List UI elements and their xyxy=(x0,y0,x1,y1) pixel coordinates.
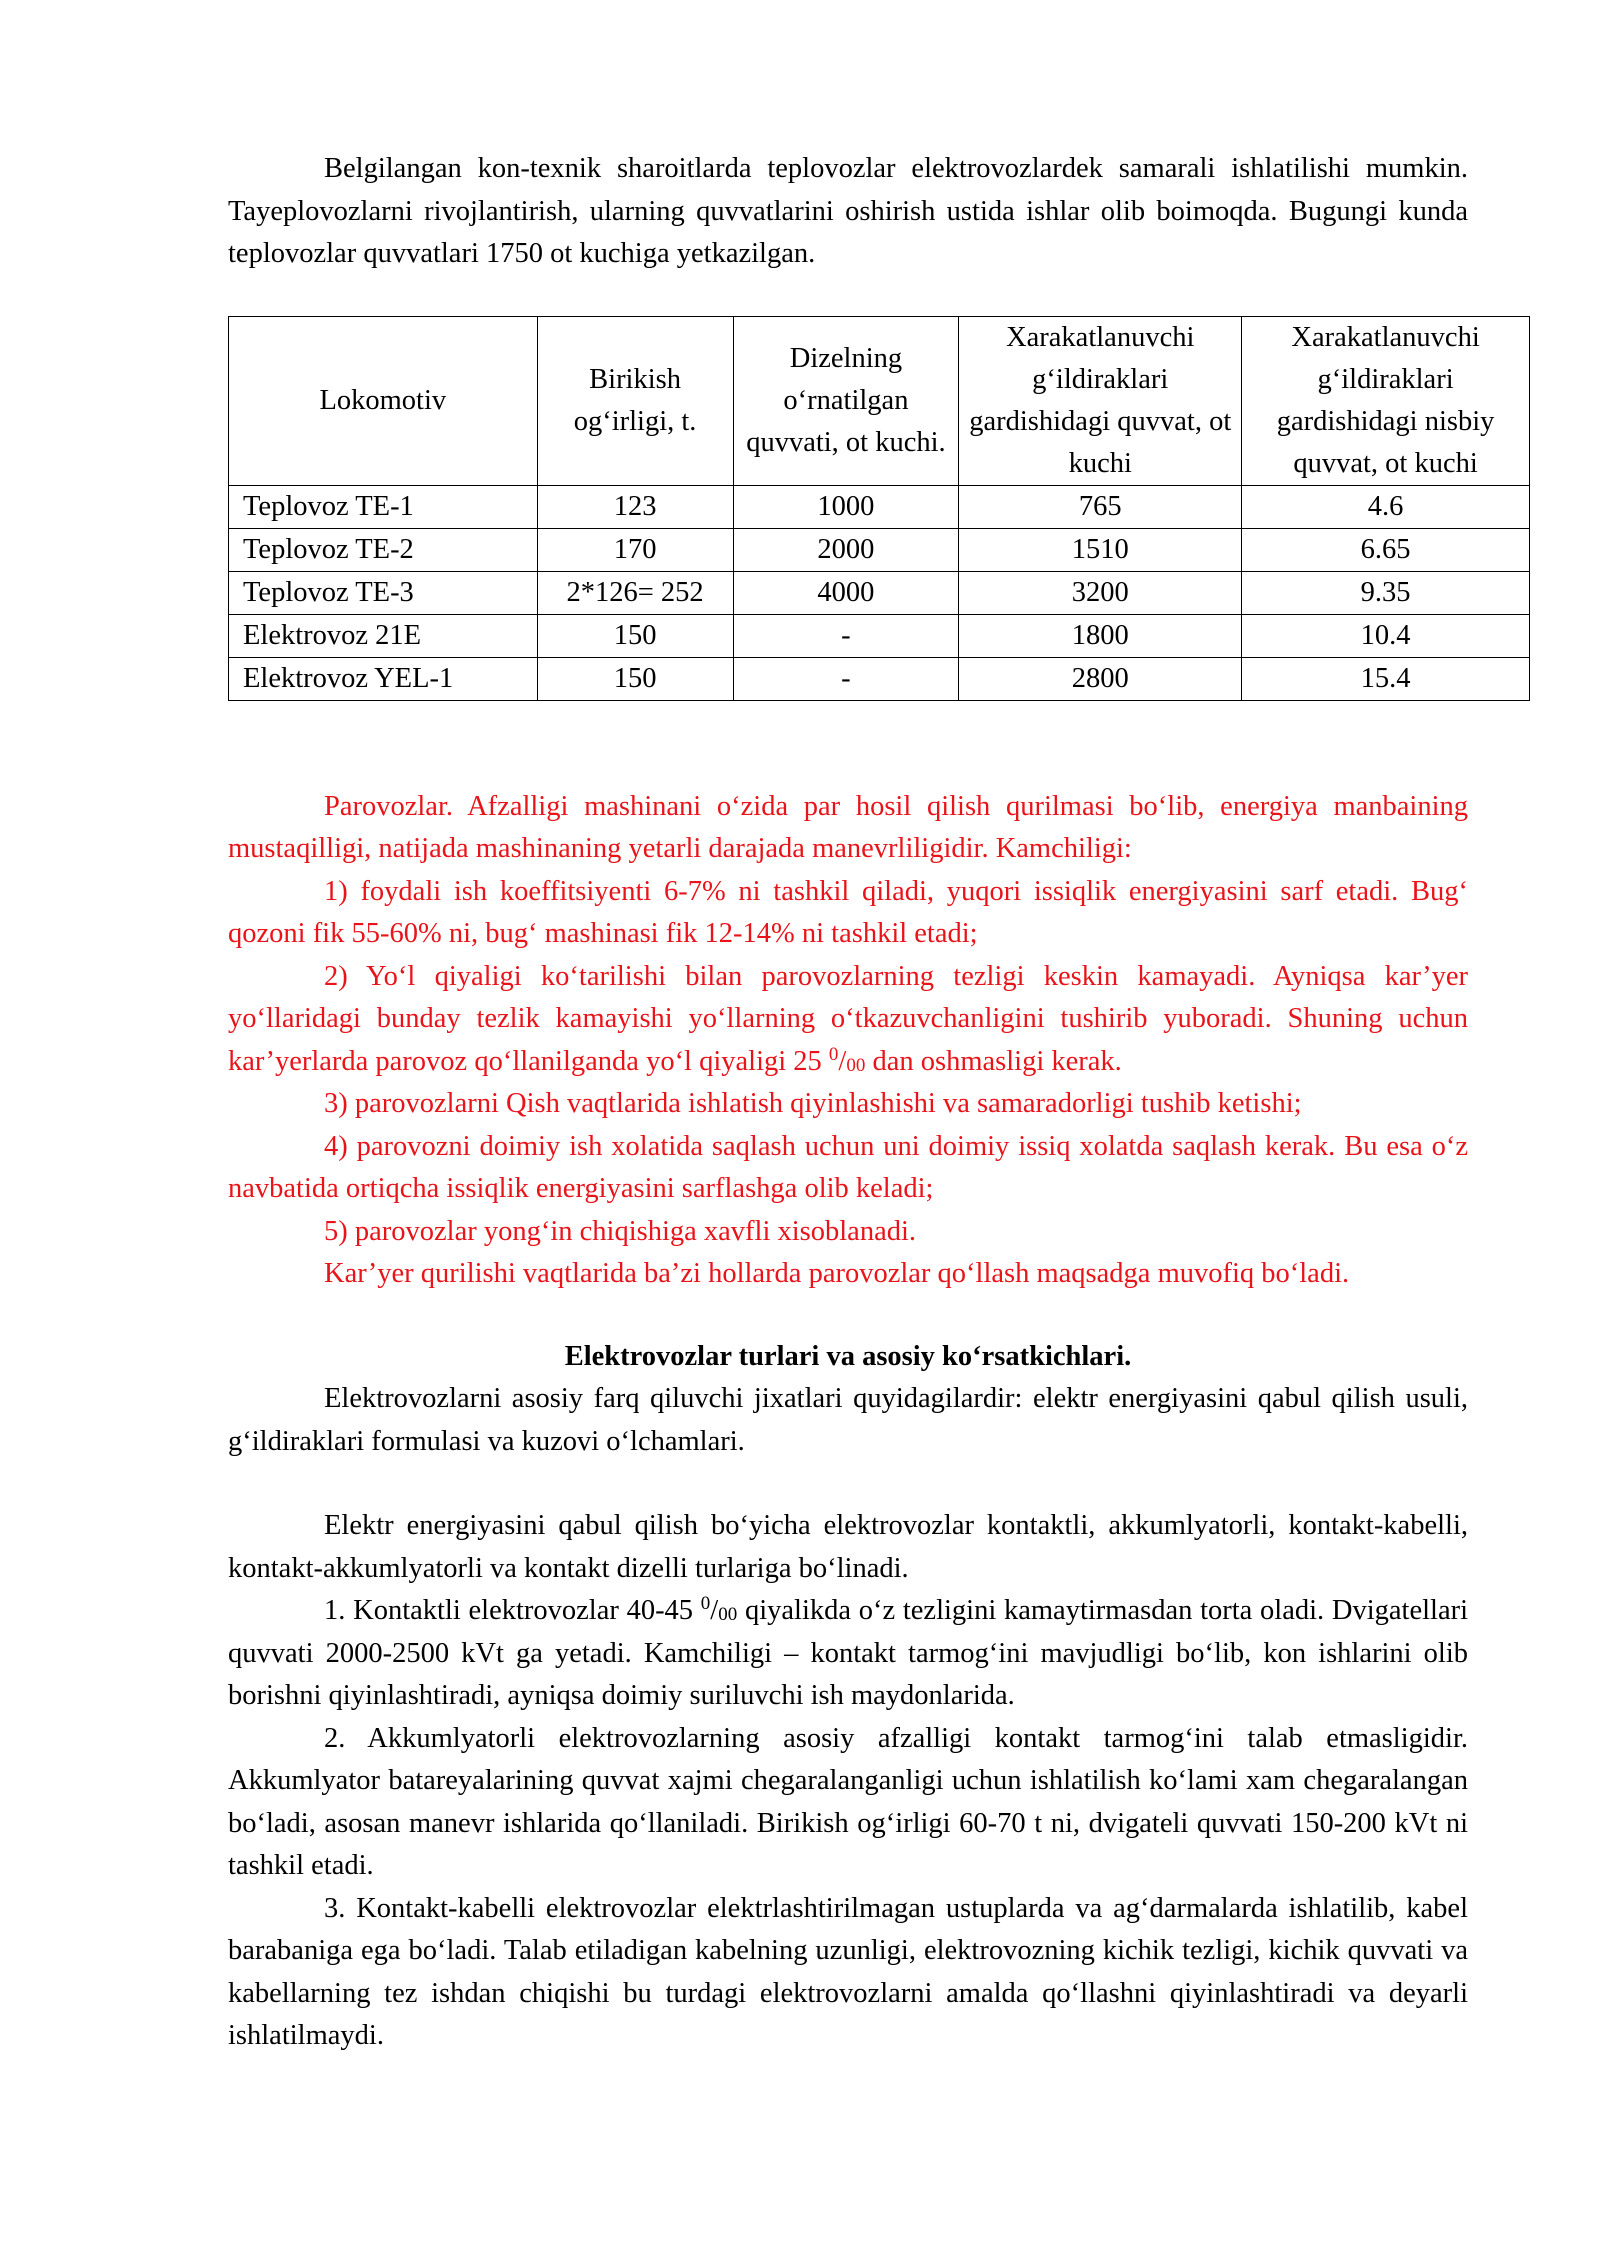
table-header-row xyxy=(229,316,1530,485)
table-row xyxy=(229,571,1530,614)
parovozlar-point-3: 3) parovozlarni Qish vaqtlarida ishlatish qiyinlashishi va samaradorligi tushib ketishi; xyxy=(324,1088,1302,1119)
section-paragraph-5: 3. Kontakt-kabelli elektrovozlar elektrlashtirilmagan ustuplarda va ag‘darmalarda ishlatilib, kabel barabaniga ega bo‘ladi. Talab etiladigan kabelning uzunligi, elektrovozning kichik tezligi, kichik quvvati va kabellarning tez ishdan chiqishi bu turdagi elektrovozlarni amalda qo‘llashni qiyinlashtiradi va deyarli ishlatilmaydi. xyxy=(228,1892,1468,2051)
table-cell: 1800 xyxy=(959,614,1242,657)
table-cell: 3200 xyxy=(959,571,1242,614)
table-cell: - xyxy=(733,614,959,657)
intro-paragraph xyxy=(228,148,1468,276)
table-cell: 15.4 xyxy=(1242,657,1530,700)
parovozlar-point-2: 2) Yo‘l qiyaligi ko‘tarilishi bilan parovozlarning tezligi keskin kamayadi. Ayniqsa kar’yer yo‘llaridagi bunday tezlik kamayishi yo‘llarning o‘tkazuvchanligini tushirib yuboradi. Shuning uchun kar’yerlarda parovoz qo‘llanilganda yo‘l qiyaligi 25 $^0/_{00}$ dan oshmasligi kerak. xyxy=(228,960,1468,1077)
header-gardish-quvvat: Xarakatlanuvchi g‘ildiraklari gardishidagi quvvat, ot kuchi xyxy=(959,316,1242,485)
table-cell: 150 xyxy=(537,614,733,657)
parovozlar-intro: Parovozlar. Afzalligi mashinani o‘zida par hosil qilish qurilmasi bo‘lib, energiya manbaining mustaqilligi, natijada mashinaning yetarli darajada manevrliligidir. Kamchiligi: xyxy=(228,790,1468,864)
table-cell: Teplovoz TE-3 xyxy=(229,571,538,614)
document-page xyxy=(228,148,1495,2058)
table-cell: 9.35 xyxy=(1242,571,1530,614)
parovozlar-section xyxy=(228,786,1468,1296)
table-cell: - xyxy=(733,657,959,700)
table-cell: 170 xyxy=(537,528,733,571)
parovozlar-point-5: 5) parovozlar yong‘in chiqishiga xavfli xisoblanadi. xyxy=(324,1215,917,1247)
table-cell: 123 xyxy=(537,485,733,528)
locomotive-table xyxy=(228,316,1530,701)
intro-line-2: mumkin. Tayeplovozlarni rivojlantirish, ularning quvvatlarini oshirish ustida ishlar olib xyxy=(228,153,1468,227)
table-row xyxy=(229,485,1530,528)
header-nisbiy-quvvat: Xarakatlanuvchi g‘ildiraklari gardishidagi nisbiy quvvat, ot kuchi xyxy=(1242,316,1530,485)
intro-line-3: boimoqda. Bugungi kunda teplovozlar quvvatlari 1750 ot kuchiga yetkazilgan. xyxy=(228,195,1468,269)
section-paragraph-2: Elektr energiyasini qabul qilish bo‘yicha elektrovozlar kontaktli, akkumlyatorli, kontakt-kabelli, kontakt-akkumlyatorli va kontakt dizelli turlariga bo‘linadi. xyxy=(228,1510,1468,1584)
parovozlar-conclusion: Kar’yer qurilishi vaqtlarida ba’zi hollarda parovozlar qo‘llash maqsadga muvofiq bo‘ladi. xyxy=(324,1258,1350,1289)
table-cell: 2800 xyxy=(959,657,1242,700)
section-paragraph-4: 2. Akkumlyatorli elektrovozlarning asosiy afzalligi kontakt tarmog‘ini talab etmasligidir. Akkumlyator batareyalarining quvvat xajmi chegaralanganligi uchun ishlatilish ko‘lami xam chegaralangan bo‘ladi, asosan manevr ishlarida qo‘llaniladi. Birikish og‘irligi 60-70 t ni, dvigateli quvvati 150-200 kVt ni tashkil etadi. xyxy=(228,1722,1468,1881)
spacer xyxy=(228,701,1468,786)
table-cell: 6.65 xyxy=(1242,528,1530,571)
table-cell: Elektrovoz YEL-1 xyxy=(229,657,538,700)
spacer xyxy=(228,1463,1468,1505)
table-cell: 2000 xyxy=(733,528,959,571)
table-cell: 2*126= 252 xyxy=(537,571,733,614)
section-heading: Elektrovozlar turlari va asosiy ko‘rsatkichlari. xyxy=(564,1340,1132,1372)
table-cell: Elektrovoz 21E xyxy=(229,614,538,657)
table-row xyxy=(229,528,1530,571)
table-cell: 1000 xyxy=(733,485,959,528)
parovozlar-point-1: 1) foydali ish koeffitsiyenti 6-7% ni tashkil qiladi, yuqori issiqlik energiyasini sarf etadi. Bug‘ qozoni fik 55-60% ni, bug‘ mashinasi fik 12-14% ni tashkil etadi; xyxy=(228,875,1468,949)
section-paragraph-1: Elektrovozlarni asosiy farq qiluvchi jixatlari quyidagilardir: elektr energiyasini qabul qilish usuli, g‘ildiraklari formulasi va kuzovi o‘lchamlari. xyxy=(228,1383,1468,1457)
table-cell: 765 xyxy=(959,485,1242,528)
table-cell: 4.6 xyxy=(1242,485,1530,528)
table-row xyxy=(229,657,1530,700)
table-cell: 4000 xyxy=(733,571,959,614)
table-row xyxy=(229,614,1530,657)
header-dizel: Dizelning o‘rnatilgan quvvati, ot kuchi. xyxy=(733,316,959,485)
intro-line-1: Belgilangan kon-texnik sharoitlarda teplovozlar elektrovozlardek samarali ishlatilishi xyxy=(324,153,1350,184)
table-cell: 150 xyxy=(537,657,733,700)
section-paragraph-3: 1. Kontaktli elektrovozlar 40-45 $^0/_{00}$ qiyalikda o‘z tezligini kamaytirmasdan torta oladi. Dvigatellari quvvati 2000-2500 kVt ga yetadi. Kamchiligi – kontakt tarmog‘ini mavjudligi bo‘lib, kon ishlarini olib borishni qiyinlashtiradi, ayniqsa doimiy suriluvchi ish maydonlarida. xyxy=(228,1593,1468,1711)
table-cell: Teplovoz TE-1 xyxy=(229,485,538,528)
table-cell: 10.4 xyxy=(1242,614,1530,657)
header-lokomotiv: Lokomotiv xyxy=(229,316,538,485)
table-cell: 1510 xyxy=(959,528,1242,571)
header-birikish: Birikish og‘irligi, t. xyxy=(537,316,733,485)
parovozlar-point-4: 4) parovozni doimiy ish xolatida saqlash uchun uni doimiy issiq xolatda saqlash kerak. Bu esa o‘z navbatida ortiqcha issiqlik energiyasini sarflashga olib keladi; xyxy=(228,1130,1468,1204)
table-cell: Teplovoz TE-2 xyxy=(229,528,538,571)
spacer xyxy=(228,1296,1468,1336)
